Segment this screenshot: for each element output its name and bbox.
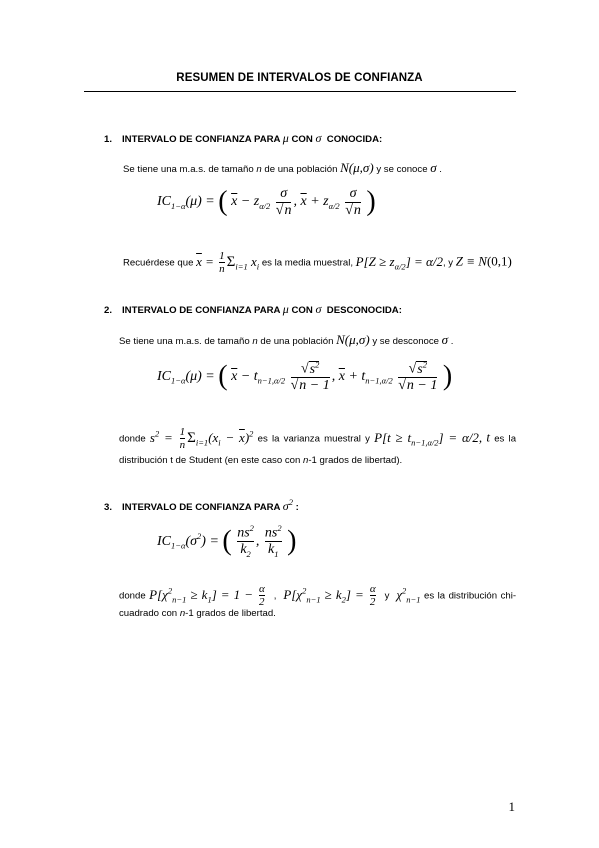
section-2-number: 2.: [104, 305, 113, 316]
section-2-heading-a: INTERVALO DE CONFIANZA PARA: [122, 305, 281, 316]
text-fragment: , y: [442, 257, 454, 269]
var-t: t: [486, 429, 490, 445]
formula-chi-prob-1: $P[\chi^2_{n-1} \ge k_1] = 1$ − $\frac{\alpha}{2}$: [149, 583, 265, 609]
formula-ci-mean-unknown-sigma: $IC_{1-\alpha}(\mu)$ = ( $\overline{x} - t_{n-1,\alpha/2}$ $\frac{√s^2}{√n - 1}$ , $\overline{x} + t_{n-1,\alpha/2}$ $\frac{√s^2}{√n - 1}$ ): [157, 359, 453, 394]
section-2-heading: [104, 302, 402, 317]
section-1-heading-a: INTERVALO DE CONFIANZA PARA: [122, 134, 281, 145]
text-fragment: Recuérdese que: [123, 257, 194, 269]
section-3-number: 3.: [104, 502, 113, 513]
formula-sample-variance: $s^2$ = $\frac{1}{n}$ $\Sigma_{i=1}(x_i - \overline{x})^2$: [149, 426, 254, 452]
text-fragment: donde: [119, 590, 146, 602]
section-1-number: 1.: [104, 134, 113, 145]
title-underline: [84, 91, 516, 92]
text-fragment: y se conoce: [376, 164, 428, 175]
symbol-mu: μ: [282, 131, 289, 145]
formula-sample-mean: $\overline{x}$ = $\frac{1}{n}$ $\Sigma_{i=1}$ $x_i$: [196, 250, 260, 276]
formula-chi-squared: $\chi^2_{n-1}$: [396, 585, 421, 605]
page-number: 1: [508, 799, 515, 814]
section-1-heading-b: CON: [291, 134, 313, 145]
var-n: n: [252, 336, 258, 347]
page-title: RESUMEN DE INTERVALOS DE CONFIANZA: [176, 72, 423, 84]
formula-sigma: σ: [430, 160, 437, 175]
section-2-heading-b: CON: [291, 305, 313, 316]
formula-sigma: σ: [441, 332, 449, 347]
text-fragment: es la varianza muestral y: [257, 433, 370, 445]
formula-ci-variance: $IC_{1-\alpha}(\sigma^2)$ = ( $\frac{ns^2}{k_2}$ , $\frac{ns^2}{k_1}$ ): [157, 523, 297, 559]
formula-ci-mean-known-sigma: $IC_{1-\alpha}(\mu)$ = ( $\overline{x} - z_{\alpha/2}$ $\frac{\sigma}{√n}$ , $\overline{x} + z_{\alpha/2}$ $\frac{\sigma}{√n}$ ): [157, 186, 376, 218]
section-2-line-3: [119, 455, 402, 466]
formula-t-prob: $P[t \ge t_{n-1,\alpha/2}] = \alpha/2$,: [374, 429, 483, 448]
section-2-line-2: [119, 426, 516, 451]
text-fragment: Se tiene una m.a.s. de tamaño: [119, 336, 250, 347]
section-3-line-1: donde $P[\chi^2_{n-1} \ge k_1] = 1$ − $\frac{\alpha}{2}$ , $P[\chi^2_{n-1} \ge k_2]$ = $\frac{\alpha}{2}$ y $\chi^2_{n-1}$ es la distribución chi-: [119, 583, 517, 609]
section-1-line-2: [123, 250, 512, 275]
text-fragment: es la media muestral,: [261, 257, 353, 269]
var-n: n: [179, 608, 186, 619]
formula-chi-prob-2: $P[\chi^2_{n-1} \ge k_2]$ = $\frac{\alpha}{2}$: [283, 583, 376, 609]
formula-normal-dist: N(μ,σ): [340, 160, 374, 175]
section-1-heading: [104, 131, 382, 146]
var-n: n: [256, 164, 262, 175]
section-3-heading-a: INTERVALO DE CONFIANZA PARA: [122, 502, 281, 513]
section-3-heading: 3. INTERVALO DE CONFIANZA PARA $\sigma^2$ :: [104, 497, 299, 513]
symbol-sigma: σ: [315, 302, 322, 316]
formula-z-prob: $P[Z \ge z_{\alpha/2}] = \alpha/2$: [355, 253, 443, 272]
text-fragment: donde: [119, 433, 146, 445]
symbol-mu: μ: [282, 302, 289, 316]
var-n: n: [303, 455, 309, 466]
text-fragment: -1 grados de libertad.: [185, 608, 276, 619]
text-fragment: distribución t de Student (en este caso con: [119, 455, 301, 466]
symbol-sigma: σ: [315, 131, 322, 145]
formula-normal-dist: N(μ,σ): [336, 332, 370, 347]
section-2-heading-c: DESCONOCIDA:: [326, 305, 402, 316]
text-fragment: de una población: [264, 164, 338, 175]
text-fragment: es la: [494, 433, 517, 445]
text-fragment: de una población: [260, 336, 334, 347]
text-fragment: es la distribución chi-: [424, 590, 517, 602]
section-2-line-1: Se tiene una m.a.s. de tamaño n de una población N(μ,σ) y se desconoce σ .: [119, 332, 454, 347]
text-fragment: cuadrado con: [119, 608, 178, 619]
section-1-line-1: Se tiene una m.a.s. de tamaño n de una población N(μ,σ) y se conoce σ .: [123, 160, 442, 175]
section-3-line-2: [119, 608, 276, 619]
section-1-heading-c: CONOCIDA:: [326, 134, 383, 145]
formula-z-standard: Z ≡ N(0,1): [455, 253, 512, 269]
text-fragment: -1 grados de libertad).: [308, 455, 403, 466]
text-fragment: Se tiene una m.a.s. de tamaño: [123, 164, 254, 175]
text-fragment: y se desconoce: [372, 336, 439, 347]
symbol-sigma-squared: $\sigma^2$: [282, 497, 293, 513]
